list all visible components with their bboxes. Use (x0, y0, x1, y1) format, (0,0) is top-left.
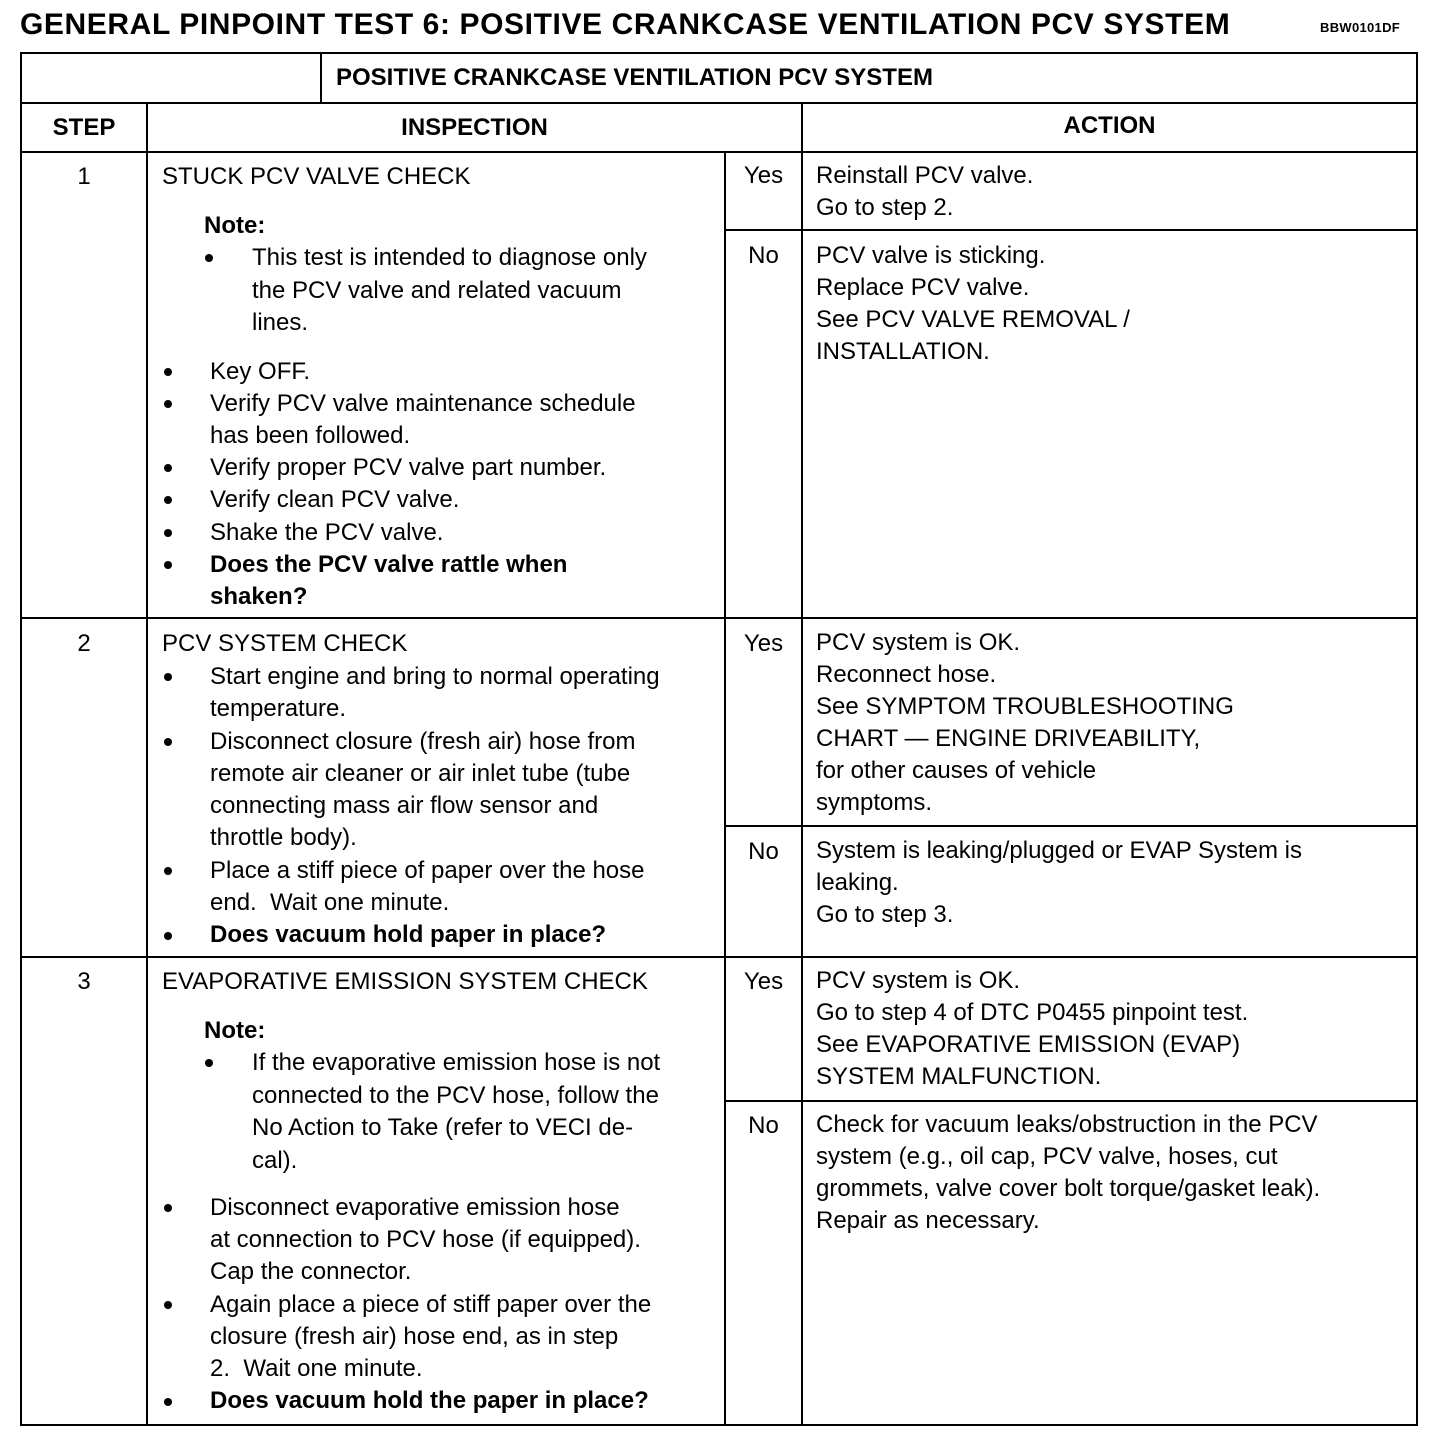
rule-yesno-col (724, 151, 726, 1426)
no-action-line: PCV valve is sticking. (816, 242, 1046, 269)
inspection-bullet-cont: temperature. (210, 695, 347, 722)
no-label: No (748, 838, 779, 865)
inspection-bullet-cont: throttle body). (210, 824, 357, 851)
note-text: If the evaporative emission hose is not connected to the PCV hose, follow the No Action to Take (refer to VECI de- cal). (252, 1049, 661, 1174)
inspection-bullet: Disconnect closure (fresh air) hose from (210, 728, 636, 755)
step-number: 1 (77, 163, 91, 190)
no-action-line: Replace PCV valve. (816, 274, 1030, 301)
bullet-icon (164, 673, 172, 681)
yes-action-line: Reconnect hose. (816, 661, 997, 688)
bullet-icon (164, 1301, 172, 1309)
inspection-bullet: Again place a piece of stiff paper over the (210, 1291, 652, 1318)
yes-label: Yes (743, 968, 784, 995)
page-title: GENERAL PINPOINT TEST 6: POSITIVE CRANKCASE VENTILATION PCV SYSTEM (20, 8, 1231, 41)
yes-action-line: PCV system is OK. (816, 967, 1021, 994)
step-title: PCV SYSTEM CHECK (162, 630, 408, 657)
yes-action-line: PCV system is OK. (816, 629, 1021, 656)
yes-action-line: symptoms. (816, 789, 933, 816)
bullet-icon (164, 561, 172, 569)
inspection-question: Does vacuum hold paper in place? (210, 921, 607, 948)
step-number: 3 (77, 968, 91, 995)
bullet-icon (164, 529, 172, 537)
no-action-line: Go to step 3. (816, 901, 954, 928)
rule-inspection-col (801, 102, 803, 1426)
header-step: STEP (52, 114, 116, 141)
rule-step-col (146, 102, 148, 1426)
bullet-icon (164, 867, 172, 875)
no-action-line: Repair as necessary. (816, 1207, 1040, 1234)
inspection-bullet-cont: closure (fresh air) hose end, as in step (210, 1323, 619, 1350)
no-action-line: INSTALLATION. (816, 338, 990, 365)
yes-action-line: SYSTEM MALFUNCTION. (816, 1063, 1102, 1090)
inspection-bullet: Key OFF. (210, 358, 311, 385)
yes-action-line: See EVAPORATIVE EMISSION (EVAP) (816, 1031, 1241, 1058)
inspection-bullet-cont: remote air cleaner or air inlet tube (tube (210, 760, 631, 787)
yes-label: Yes (743, 630, 784, 657)
bullet-icon (164, 738, 172, 746)
table-caption: POSITIVE CRANKCASE VENTILATION PCV SYSTEM (336, 64, 933, 91)
bullet-icon (205, 254, 213, 262)
rule-step1-yesno (726, 229, 1418, 231)
no-action-line: grommets, valve cover bolt torque/gasket leak). (816, 1175, 1321, 1202)
header-inspection: INSPECTION (401, 114, 548, 141)
no-action-line: See PCV VALVE REMOVAL / (816, 306, 1130, 333)
bullet-icon (164, 496, 172, 504)
no-action-line: leaking. (816, 869, 899, 896)
inspection-question-cont: shaken? (210, 583, 308, 610)
yes-label: Yes (743, 162, 784, 189)
inspection-bullet: Start engine and bring to normal operating (210, 663, 660, 690)
bullet-icon (205, 1059, 213, 1067)
rule-step3-yesno (726, 1100, 1418, 1102)
bullet-icon (164, 400, 172, 408)
no-label: No (748, 242, 779, 269)
note-text: This test is intended to diagnose only the PCV valve and related vacuum lines. (252, 244, 647, 336)
rule-step2-yesno (726, 825, 1418, 827)
yes-action-line: Go to step 4 of DTC P0455 pinpoint test. (816, 999, 1249, 1026)
rule-header-bottom (20, 151, 1418, 153)
rule-step2-bottom (20, 956, 1418, 958)
rule-caption-left (320, 52, 322, 102)
yes-action-line: See SYMPTOM TROUBLESHOOTING (816, 693, 1234, 720)
no-action-line: System is leaking/plugged or EVAP System is (816, 837, 1302, 864)
yes-action-line: for other causes of vehicle (816, 757, 1097, 784)
inspection-question: Does the PCV valve rattle when (210, 551, 568, 578)
yes-action-line: Go to step 2. (816, 194, 954, 221)
inspection-bullet-cont: end. Wait one minute. (210, 889, 450, 916)
inspection-bullet: Verify proper PCV valve part number. (210, 454, 607, 481)
inspection-bullet: Verify PCV valve maintenance schedule (210, 390, 636, 417)
inspection-bullet-cont: Cap the connector. (210, 1258, 412, 1285)
yes-action-line: Reinstall PCV valve. (816, 162, 1034, 189)
note-label: Note: (204, 212, 266, 239)
no-action-line: Check for vacuum leaks/obstruction in the PCV (816, 1111, 1318, 1138)
inspection-bullet: Disconnect evaporative emission hose (210, 1194, 620, 1221)
bullet-icon (164, 932, 172, 940)
inspection-question: Does vacuum hold the paper in place? (210, 1387, 649, 1414)
inspection-bullet: Verify clean PCV valve. (210, 486, 460, 513)
bullet-icon (164, 464, 172, 472)
inspection-bullet: Place a stiff piece of paper over the hose (210, 857, 645, 884)
inspection-bullet-cont: connecting mass air flow sensor and (210, 792, 599, 819)
rule-step1-bottom (20, 617, 1418, 619)
bullet-icon (164, 368, 172, 376)
header-action: ACTION (1063, 112, 1156, 139)
bullet-icon (164, 1204, 172, 1212)
step-title: EVAPORATIVE EMISSION SYSTEM CHECK (162, 968, 648, 995)
no-label: No (748, 1112, 779, 1139)
note-label: Note: (204, 1017, 266, 1044)
inspection-bullet-cont: at connection to PCV hose (if equipped). (210, 1226, 641, 1253)
inspection-bullet-cont: 2. Wait one minute. (210, 1355, 423, 1382)
inspection-bullet: Shake the PCV valve. (210, 519, 444, 546)
no-action-line: system (e.g., oil cap, PCV valve, hoses, cut (816, 1143, 1278, 1170)
yes-action-line: CHART — ENGINE DRIVEABILITY, (816, 725, 1201, 752)
rule-caption-bottom (20, 102, 1418, 104)
bullet-icon (164, 1398, 172, 1406)
step-number: 2 (77, 630, 91, 657)
figure-code: BBW0101DF (1320, 20, 1400, 35)
step-title: STUCK PCV VALVE CHECK (162, 163, 471, 190)
inspection-bullet-cont: has been followed. (210, 422, 411, 449)
